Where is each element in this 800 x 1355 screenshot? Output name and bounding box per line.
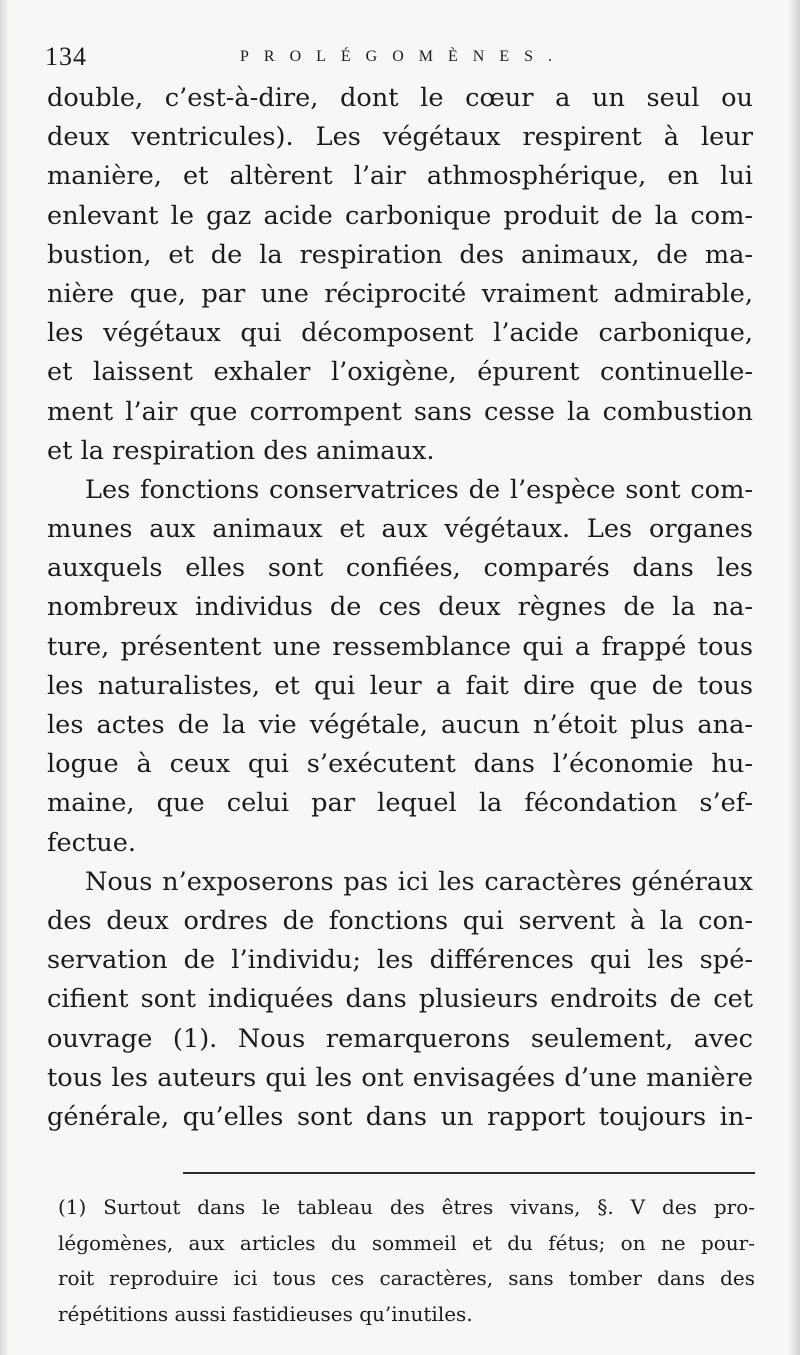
page-header [45,42,755,76]
text-line: et la respiration des animaux. [47,435,435,466]
text-line: munes aux animaux et aux végétaux. Les organes [47,514,753,545]
text-line: nière que, par une réciprocité vraiment admirable, [47,278,753,309]
footnote-line: répétitions aussi fastidieuses qu’inutiles. [58,1301,473,1326]
running-head: PROLÉGOMÈNES. [240,48,568,65]
text-line: auxquels elles sont confiées, comparés dans les [47,553,753,584]
text-line: cifient sont indiquées dans plusieurs endroits de cet [47,984,753,1015]
text-line: manière, et altèrent l’air athmosphérique, en lui [47,161,753,192]
text-line: enlevant le gaz acide carbonique produit de la com- [47,200,753,231]
text-line: nombreux individus de ces deux règnes de la na- [47,592,753,623]
text-line: double, c’est-à-dire, dont le cœur a un seul ou [47,83,753,113]
text-line: servation de l’individu; les différences qui les spé- [47,945,753,976]
text-line: et laissent exhaler l’oxigène, épurent continuelle- [47,357,753,388]
text-line: deux ventricules). Les végétaux respirent à leur [47,122,753,153]
text-line: des deux ordres de fonctions qui servent à la con- [47,905,753,936]
text-line: ture, présentent une ressemblance qui a frappé tous [47,631,753,662]
page-number: 134 [45,42,87,71]
text-line: les naturalistes, et qui leur a fait dire que de tous [47,670,753,701]
text-line: Nous n’exposerons pas ici les caractères généraux [85,866,753,897]
footnote-line: légomènes, aux articles du sommeil et du fétus; on ne pour- [58,1230,755,1255]
text-line: bustion, et de la respiration des animaux, de ma- [47,239,753,270]
text-line: les végétaux qui décomposent l’acide carbonique, [47,318,753,349]
text-line: tous les auteurs qui les ont envisagées d’une manière [47,1062,753,1093]
text-line: ment l’air que corrompent sans cesse la combustion [47,396,753,427]
text-line: ouvrage (1). Nous remarquerons seulement, avec [47,1023,753,1054]
text-line: Les fonctions conservatrices de l’espèce sont com- [85,474,753,505]
text-line: maine, que celui par lequel la fécondation s’ef- [47,788,753,819]
body-text [47,79,753,1137]
footnote-line: roit reproduire ici tous ces caractères, sans tomber dans des [58,1266,755,1290]
footnote-rule [183,1172,755,1174]
text-line: logue à ceux qui s’exécutent dans l’économie hu- [47,749,753,780]
footnote [58,1190,755,1332]
text-line: générale, qu’elles sont dans un rapport toujours in- [47,1101,753,1132]
text-line: fectue. [47,827,137,858]
text-line: les actes de la vie végétale, aucun n’étoit plus ana- [47,710,753,740]
footnote-line: (1) Surtout dans le tableau des êtres vivans, §. V des pro- [58,1195,755,1219]
